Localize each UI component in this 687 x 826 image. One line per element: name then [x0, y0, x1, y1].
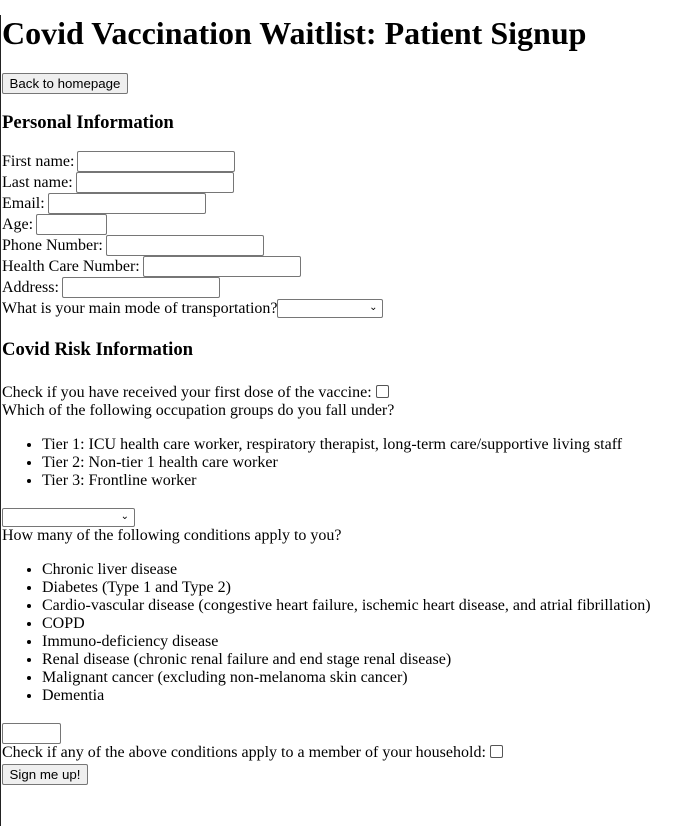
sign-me-up-button[interactable]: Sign me up!	[2, 764, 88, 785]
list-item: • Tier 3: Frontline worker	[42, 472, 687, 490]
first-name-label: First name:	[2, 152, 75, 170]
first-dose-label: Check if you have received your first dose of the vaccine:	[2, 384, 372, 401]
list-item: • Tier 1: ICU health care worker, respiratory therapist, long-term care/supportive living staff	[42, 436, 687, 454]
list-item: • Tier 2: Non-tier 1 health care worker	[42, 454, 687, 472]
personal-info-form	[2, 151, 687, 319]
phone-input[interactable]	[106, 235, 264, 256]
conditions-question: How many of the following conditions apply to you?	[2, 527, 342, 544]
list-item: • Dementia	[42, 687, 687, 705]
age-row	[2, 214, 687, 235]
list-item: • Cardio-vascular disease (congestive heart failure, ischemic heart disease, and atrial fibrillation)	[42, 597, 687, 615]
address-row	[2, 277, 687, 298]
household-checkbox[interactable]	[490, 745, 503, 758]
phone-label: Phone Number:	[2, 236, 103, 254]
age-input[interactable]	[36, 214, 107, 235]
first-dose-checkbox[interactable]	[376, 385, 389, 398]
health-care-number-row	[2, 256, 687, 277]
first-name-input[interactable]	[77, 151, 235, 172]
last-name-label: Last name:	[2, 173, 73, 191]
list-item: • COPD	[42, 615, 687, 633]
last-name-input[interactable]	[76, 172, 234, 193]
covid-risk-heading: Covid Risk Information	[2, 339, 194, 360]
transportation-row	[2, 298, 687, 319]
page-title: Covid Vaccination Waitlist: Patient Signup	[2, 15, 587, 51]
occupation-tier-list	[2, 436, 687, 490]
occupation-select[interactable]	[2, 508, 135, 527]
email-input[interactable]	[48, 193, 206, 214]
list-item: • Renal disease (chronic renal failure and end stage renal disease)	[42, 651, 687, 669]
email-row	[2, 193, 687, 214]
list-item: • Chronic liver disease	[42, 561, 687, 579]
list-item: • Immuno-deficiency disease	[42, 633, 687, 651]
transportation-select[interactable]	[277, 299, 383, 318]
list-item: • Malignant cancer (excluding non-melanoma skin cancer)	[42, 669, 687, 687]
conditions-list	[2, 561, 687, 705]
conditions-count-input[interactable]	[2, 723, 61, 744]
household-row	[2, 744, 687, 762]
transportation-label: What is your main mode of transportation?	[2, 299, 278, 317]
chevron-down-icon: ⌄	[369, 302, 378, 313]
address-label: Address:	[2, 278, 59, 296]
email-label: Email:	[2, 194, 45, 212]
last-name-row	[2, 172, 687, 193]
address-input[interactable]	[62, 277, 220, 298]
health-care-number-label: Health Care Number:	[2, 257, 140, 275]
back-to-homepage-button[interactable]: Back to homepage	[2, 73, 128, 94]
first-dose-row	[2, 384, 687, 402]
first-name-row	[2, 151, 687, 172]
phone-row	[2, 235, 687, 256]
chevron-down-icon: ⌄	[120, 511, 129, 522]
age-label: Age:	[2, 215, 34, 233]
occupation-question: Which of the following occupation groups do you fall under?	[2, 402, 395, 419]
list-item: • Diabetes (Type 1 and Type 2)	[42, 579, 687, 597]
personal-info-heading: Personal Information	[2, 112, 174, 133]
household-label: Check if any of the above conditions apply to a member of your household:	[2, 744, 486, 761]
health-care-number-input[interactable]	[143, 256, 301, 277]
